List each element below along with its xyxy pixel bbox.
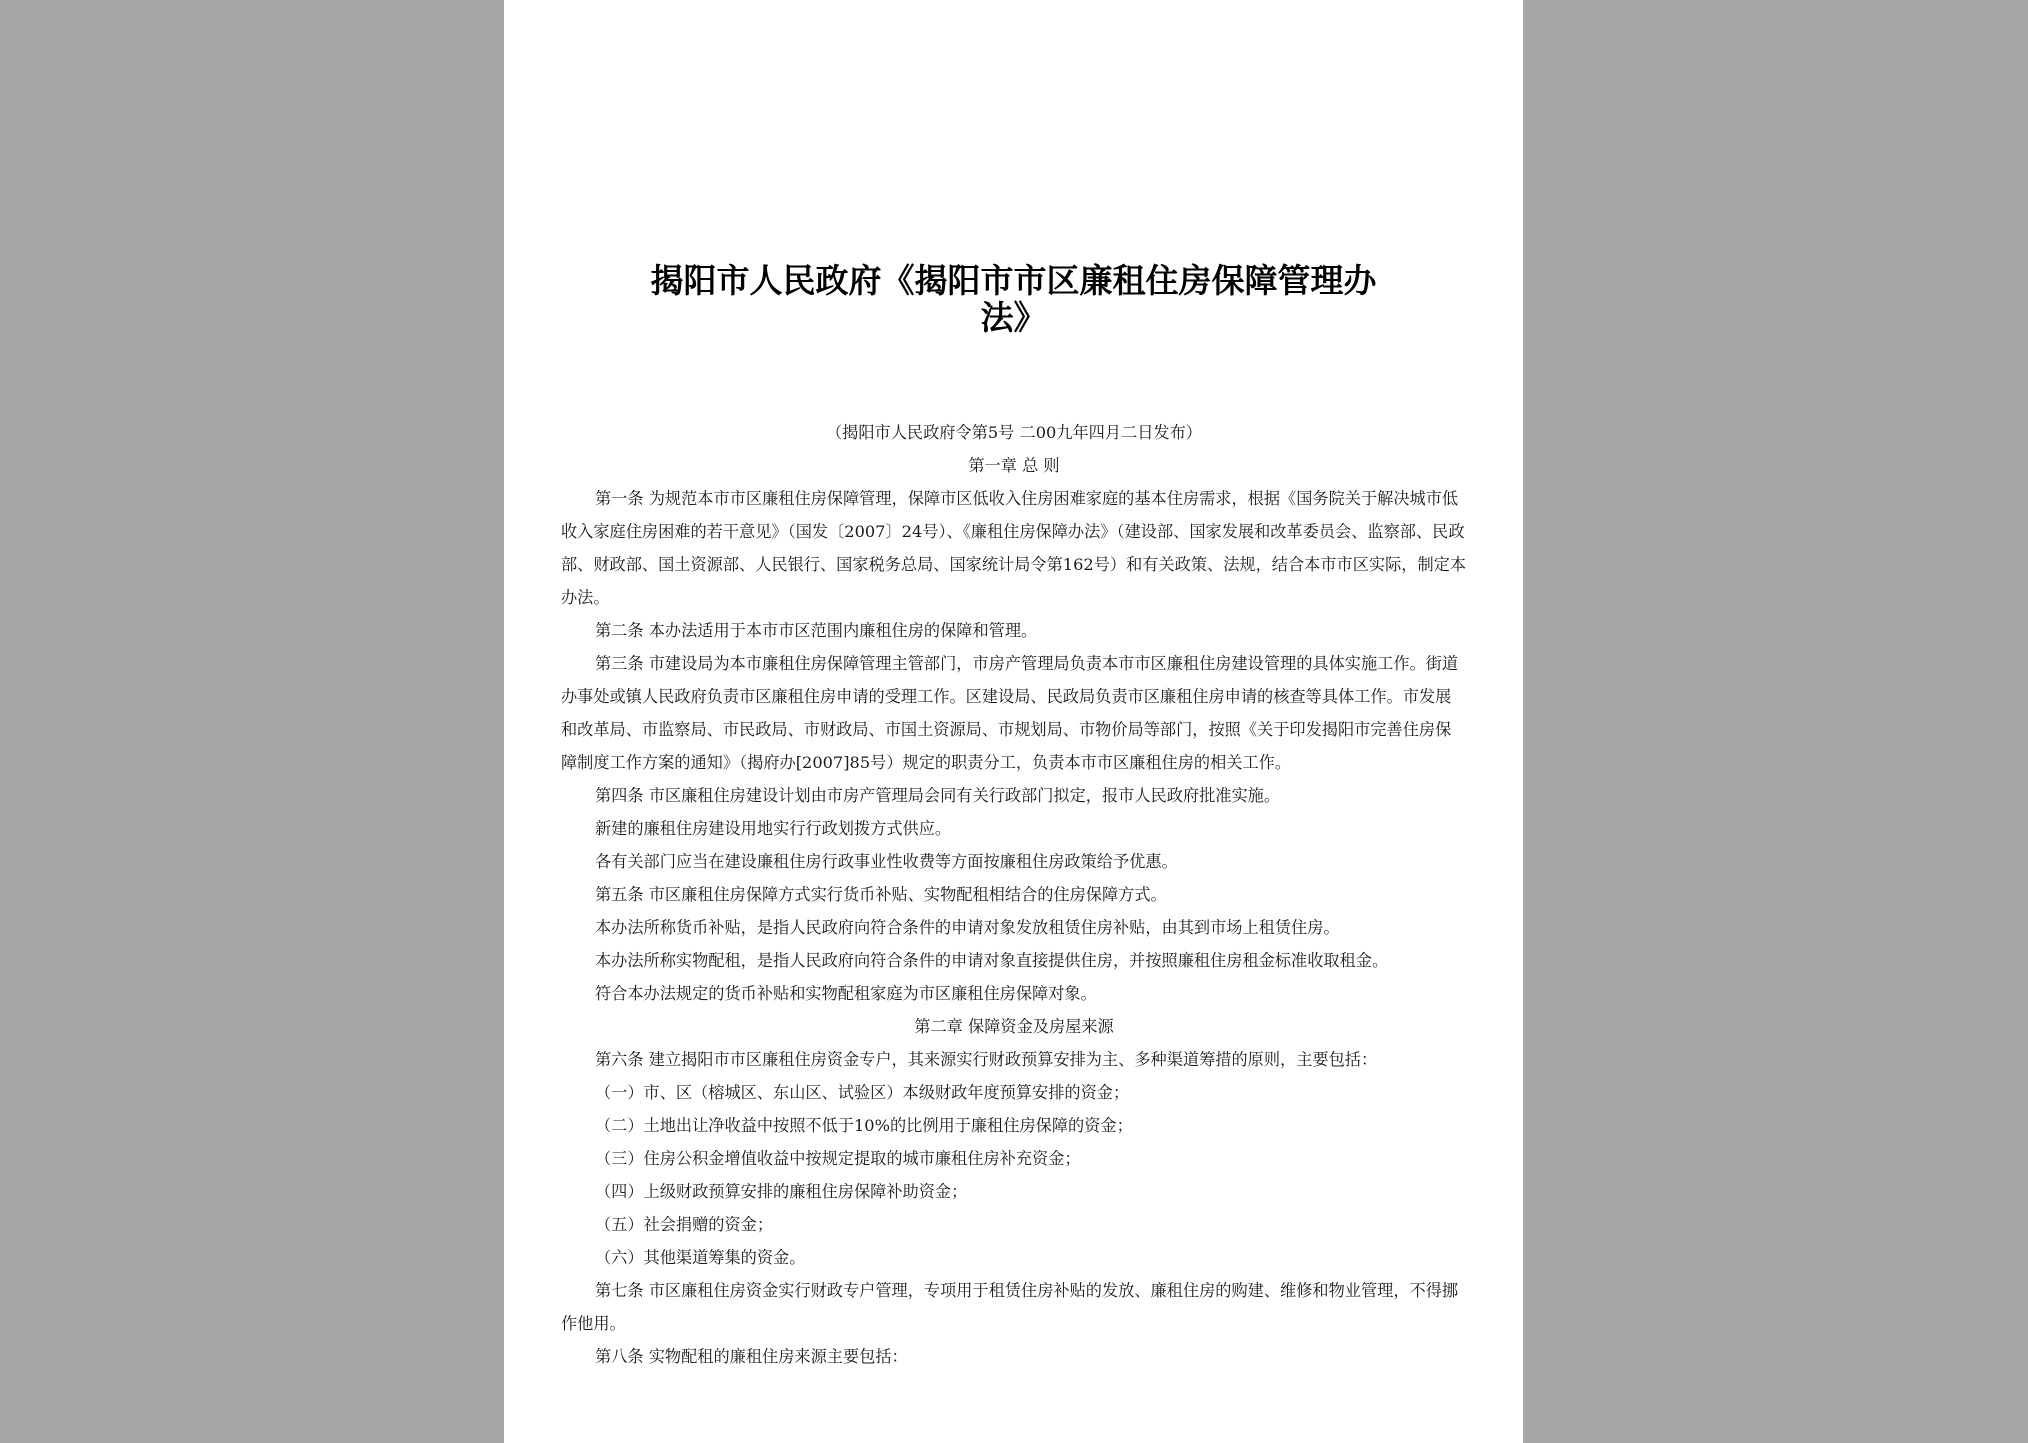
article-6-item: （一）市、区（榕城区、东山区、试验区）本级财政年度预算安排的资金； <box>595 1083 1130 1102</box>
article-5-paragraph-3: 本办法所称实物配租，是指人民政府向符合条件的申请对象直接提供住房，并按照廉租住房租金标准收取租金。 <box>595 951 1389 970</box>
title-line-1: 揭阳市人民政府《揭阳市市区廉租住房保障管理办 <box>650 261 1377 300</box>
article-3: 第三条 市建设局为本市廉租住房保障管理主管部门，市房产管理局负责本市市区廉租住房建设管理的具体实施工作。街道办事处或镇人民政府负责市区廉租住房申请的受理工作。区建设局、民政局负责市区廉租住房申请的核查等具体工作。市发展和改革局、市监察局、市民政局、市财政局、市国土资源局、市规划局、市物价局等部门，按照《关于印发揭阳市完善住房保障制度工作方案的通知》（揭府办[2007]85号）规定的职责分工，负责本市市区廉租住房的相关工作。 <box>561 654 1459 772</box>
article-4-paragraph-3: 各有关部门应当在建设廉租住房行政事业性收费等方面按廉租住房政策给予优惠。 <box>595 852 1178 871</box>
article-6-item: （五）社会捐赠的资金； <box>595 1215 774 1234</box>
article-8: 第八条 实物配租的廉租住房来源主要包括： <box>595 1347 908 1366</box>
article-5-paragraph-4: 符合本办法规定的货币补贴和实物配租家庭为市区廉租住房保障对象。 <box>595 984 1097 1003</box>
article-4: 第四条 市区廉租住房建设计划由市房产管理局会同有关行政部门拟定，报市人民政府批准实施。 <box>595 786 1281 805</box>
issue-note: （揭阳市人民政府令第5号 二00九年四月二日发布） <box>826 423 1202 442</box>
document-title <box>504 262 1523 336</box>
document-page <box>504 0 1523 1443</box>
chapter-heading-2: 第二章 保障资金及房屋来源 <box>914 1017 1114 1036</box>
article-1: 第一条 为规范本市市区廉租住房保障管理，保障市区低收入住房困难家庭的基本住房需求，根据《国务院关于解决城市低收入家庭住房困难的若干意见》（国发〔2007〕24号）、《廉租住房保障办法》（建设部、国家发展和改革委员会、监察部、民政部、财政部、国土资源部、人民银行、国家税务总局、国家统计局令第162号）和有关政策、法规，结合本市市区实际，制定本办法。 <box>561 489 1467 607</box>
document-body <box>561 416 1467 1373</box>
article-7: 第七条 市区廉租住房资金实行财政专户管理，专项用于租赁住房补贴的发放、廉租住房的购建、维修和物业管理，不得挪作他用。 <box>561 1281 1459 1333</box>
article-6-item: （四）上级财政预算安排的廉租住房保障补助资金； <box>595 1182 968 1201</box>
article-2: 第二条 本办法适用于本市市区范围内廉租住房的保障和管理。 <box>595 621 1038 640</box>
article-4-paragraph-2: 新建的廉租住房建设用地实行行政划拨方式供应。 <box>595 819 952 838</box>
article-5: 第五条 市区廉租住房保障方式实行货币补贴、实物配租相结合的住房保障方式。 <box>595 885 1167 904</box>
title-line-2: 法》 <box>980 298 1047 337</box>
article-6-item: （六）其他渠道筹集的资金。 <box>595 1248 806 1267</box>
article-5-paragraph-2: 本办法所称货币补贴，是指人民政府向符合条件的申请对象发放租赁住房补贴，由其到市场上租赁住房。 <box>595 918 1340 937</box>
article-6-item: （三）住房公积金增值收益中按规定提取的城市廉租住房补充资金； <box>595 1149 1081 1168</box>
article-6-item: （二）土地出让净收益中按照不低于10%的比例用于廉租住房保障的资金； <box>595 1116 1133 1135</box>
chapter-heading-1: 第一章 总 则 <box>968 456 1060 475</box>
article-6: 第六条 建立揭阳市市区廉租住房资金专户，其来源实行财政预算安排为主、多种渠道筹措的原则，主要包括： <box>595 1050 1378 1069</box>
